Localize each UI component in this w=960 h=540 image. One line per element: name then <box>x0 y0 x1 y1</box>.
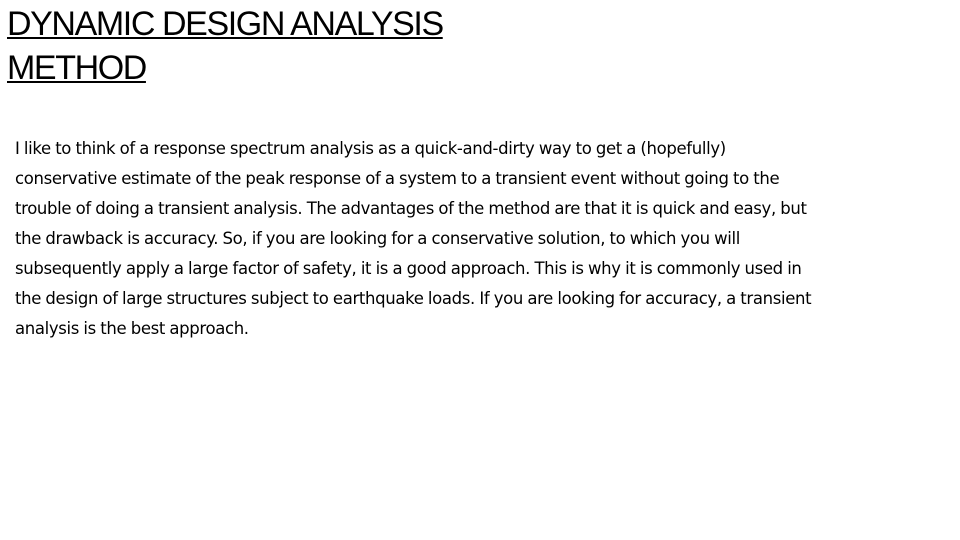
slide-title-line-1: DYNAMIC DESIGN ANALYSIS <box>7 5 443 43</box>
slide-title <box>7 2 607 90</box>
body-line-3: trouble of doing a transient analysis. The advantages of the method are that it is quick and easy, but <box>15 199 807 218</box>
body-line-5: subsequently apply a large factor of safety, it is a good approach. This is why it is commonly used in <box>15 259 802 278</box>
body-line-1: I like to think of a response spectrum analysis as a quick-and-dirty way to get a (hopefully) <box>15 139 726 158</box>
slide-title-line-2: METHOD <box>7 49 146 87</box>
body-line-4: the drawback is accuracy. So, if you are looking for a conservative solution, to which you will <box>15 229 740 248</box>
body-line-2: conservative estimate of the peak response of a system to a transient event without going to the <box>15 169 780 188</box>
body-line-6: the design of large structures subject to earthquake loads. If you are looking for accuracy, a transient <box>15 289 812 308</box>
body-paragraph <box>15 134 950 344</box>
body-line-7: analysis is the best approach. <box>15 319 249 338</box>
